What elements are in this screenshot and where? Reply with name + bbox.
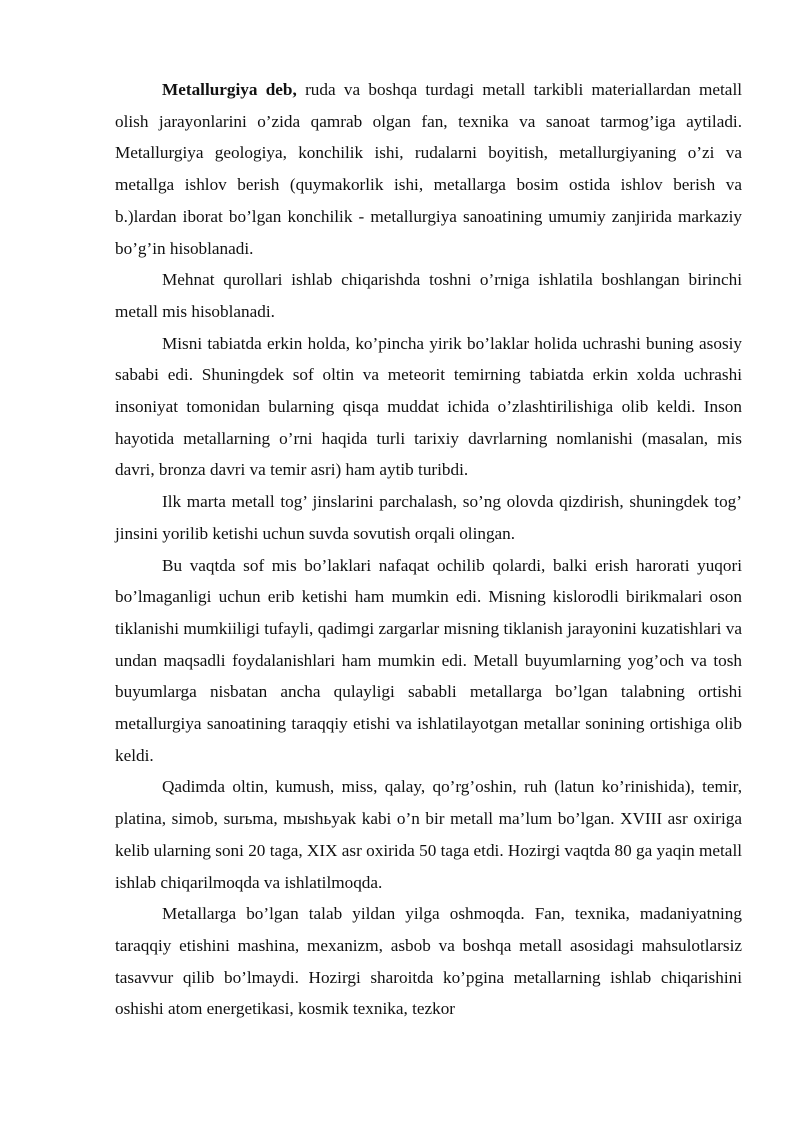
paragraph-first-extraction: Ilk marta metall tog’ jinslarini parchalash, so’ng olovda qizdirish, shuningdek tog’ jinsini yorilib ketishi uchun suvda sovutish orqali olingan. [115,492,742,543]
paragraph-ancient-metals: Qadimda oltin, kumush, miss, qalay, qo’rg’oshin, ruh (latun ko’rinishida), temir, platina, simob, surьma, mыshьyak kabi o’n bir metall ma’lum bo’lgan. XVIII asr oxiriga kelib ularning soni 20 taga, XIX asr oxirida 50 taga etdi. Hozirgi vaqtda 80 ga yaqin metall ishlab chiqarilmoqda va ishlatilmoqda. [115,777,742,892]
paragraph-copper-melting: Bu vaqtda sof mis bo’laklari nafaqat ochilib qolardi, balki erish harorati yuqori bo’lmaganligi uchun erib ketishi ham mumkin edi. Misning kislorodli birikmalari oson tiklanishi mumkiiligi tufayli, qadimgi zargarlar misning tiklanish jarayonini kuzatishlari va undan maqsadli foydalanishlari ham mumkin edi. Metall buyumlarning yog’och va tosh buyumlarga nisbatan ancha qulayligi sababli metallarga bo’lgan talabning ortishi metallurgiya sanoatining taraqqiy etishi va ishlatilayotgan metallar sonining ortishiga olib keldi. [115,555,742,765]
paragraph-text: ruda va boshqa turdagi metall tarkibli materiallardan metall olish jarayonlarini o’zida qamrab olgan fan, texnika va sanoat tarmog’iga aytiladi. Metallurgiya geologiya, konchilik ishi, rudalarni boyitish, metallurgiyaning o’zi va metallga ishlov berish (quymakorlik ishi, metallarga bosim ostida ishlov berish va b.)lardan iborat bo’lgan konchilik - metallurgiya sanoatining umumiy zanjirida markaziy bo’g’in hisoblanadi. [115,80,742,258]
document-page [115,74,742,1025]
paragraph-metallurgy-definition [115,74,742,264]
definition-term: Metallurgiya deb, [162,80,297,99]
paragraph-metal-demand: Metallarga bo’lgan talab yildan yilga oshmoqda. Fan, texnika, madaniyatning taraqqiy etishini mashina, mexanizm, asbob va boshqa metall asosidagi mahsulotlarsiz tasavvur qilib bo’lmaydi. Hozirgi sharoitda ko’pgina metallarning ishlab chiqarishini oshishi atom energetikasi, kosmik texnika, tezkor [115,904,742,1019]
paragraph-first-metal: Mehnat qurollari ishlab chiqarishda toshni o’rniga ishlatila boshlangan birinchi metall mis hisoblanadi. [115,270,742,321]
paragraph-native-copper: Misni tabiatda erkin holda, ko’pincha yirik bo’laklar holida uchrashi buning asosiy sababi edi. Shuningdek sof oltin va meteorit temirning tabiatda erkin xolda uchrashi insoniyat tomonidan bularning qisqa muddat ichida o’zlashtirilishiga olib keldi. Inson hayotida metallarning o’rni haqida turli tarixiy davrlarning nomlanishi (masalan, mis davri, bronza davri va temir asri) ham aytib turibdi. [115,333,742,480]
